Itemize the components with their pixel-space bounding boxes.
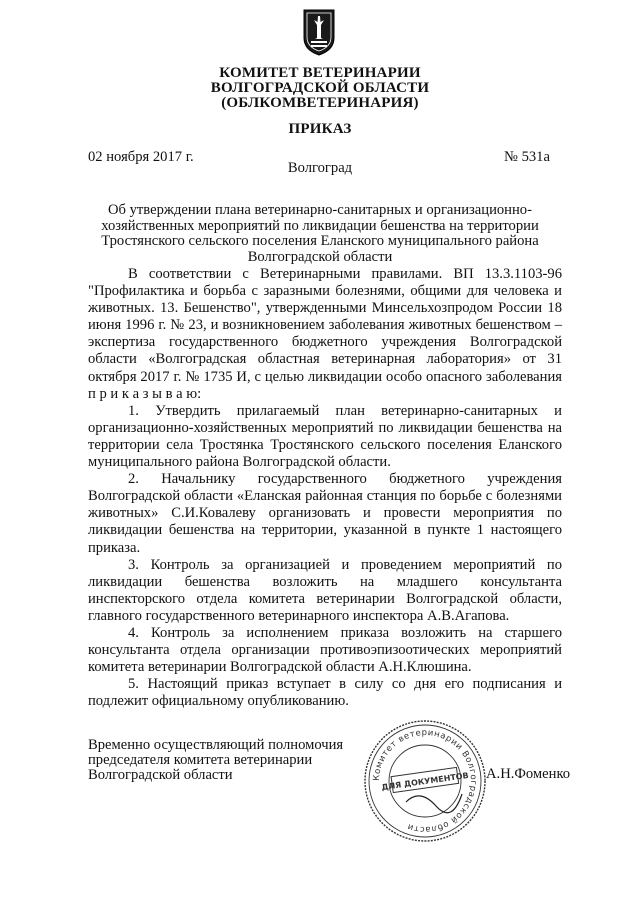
doc-type: ПРИКАЗ bbox=[288, 121, 352, 137]
order-item-3: 3. Контроль за организацией и проведением мероприятий по ликвидации бешенства возложить на младшего консультанта инспекторского отдела комитета ветеринарии Волгоградской области, главного государственного ветеринарного инспектора А.В.Агапова. bbox=[88, 556, 562, 624]
official-stamp bbox=[362, 718, 488, 844]
title-line: Волгоградской области bbox=[247, 248, 393, 265]
coat-of-arms-icon bbox=[302, 8, 336, 56]
title-line: Об утверждении плана ветеринарно-санитарных и организационно- bbox=[108, 202, 532, 218]
order-city: Волгоград bbox=[287, 160, 353, 176]
title-line: хозяйственных мероприятий по ликвидации бешенства на территории bbox=[101, 217, 539, 234]
signatory-position-line: председателя комитета ветеринарии bbox=[88, 752, 313, 768]
stamp-ring-text: Комитет ветеринарии Волгоградской области bbox=[371, 727, 479, 835]
order-date: 02 ноября 2017 г. bbox=[88, 149, 194, 165]
org-name-line3: (ОБЛКОМВЕТЕРИНАРИЯ) bbox=[221, 95, 419, 111]
order-body bbox=[88, 266, 562, 710]
stamp-center-text: ДЛЯ ДОКУМЕНТОВ bbox=[380, 770, 470, 793]
order-item-1: 1. Утвердить прилагаемый план ветеринарно-санитарных и организационно-хозяйственных мероприятий по ликвидации бешенства на территории села Тростянка Тростянского сельского поселения Еланского муниципального района Волгоградской области. bbox=[88, 402, 562, 471]
order-item-2: 2. Начальнику государственного бюджетного учреждения Волгоградской области «Еланская районная станция по борьбе с болезнями животных» С.И.Ковалеву организовать и провести мероприятия по ликвидации бешенства на территории, указанной в пункте 1 настоящего приказа. bbox=[88, 471, 562, 556]
org-name-line1: КОМИТЕТ ВЕТЕРИНАРИИ bbox=[219, 65, 421, 81]
signatory-position-line: Волгоградской области bbox=[88, 767, 233, 783]
signatory-position-line: Временно осуществляющий полномочия bbox=[88, 737, 344, 753]
signatory-name: А.Н.Фоменко bbox=[486, 766, 571, 782]
signatory-position bbox=[88, 738, 368, 783]
preamble-paragraph: В соответствии с Ветеринарными правилами. ВП 13.3.1103-96 "Профилактика и борьба с заразными болезнями, общими для человека и животных. 13. Бешенство", утвержденными Минсельхозпродом России 18 июня 1996 г. № 23, и возникновением заболевания животных бешенством – экспертиза государственного бюджетного учреждения Волгоградской области «Волгоградская областная ветеринарная лаборатория» от 31 октября 2017 г. № 1735 И, с целью ликвидации особо опасного заболевания п р и к а з ы в а ю: bbox=[88, 266, 562, 402]
order-title bbox=[95, 203, 545, 265]
order-item-5: 5. Настоящий приказ вступает в силу со дня его подписания и подлежит официальному опубликованию. bbox=[88, 676, 562, 710]
title-line: Тростянского сельского поселения Еланского муниципального района bbox=[101, 233, 539, 249]
order-item-4: 4. Контроль за исполнением приказа возложить на старшего консультанта отдела организации противоэпизоотических мероприятий комитета ветеринарии Волгоградской области А.Н.Клюшина. bbox=[88, 624, 562, 676]
org-name-line2: ВОЛГОГРАДСКОЙ ОБЛАСТИ bbox=[210, 80, 430, 96]
order-number: № 531а bbox=[504, 149, 550, 165]
